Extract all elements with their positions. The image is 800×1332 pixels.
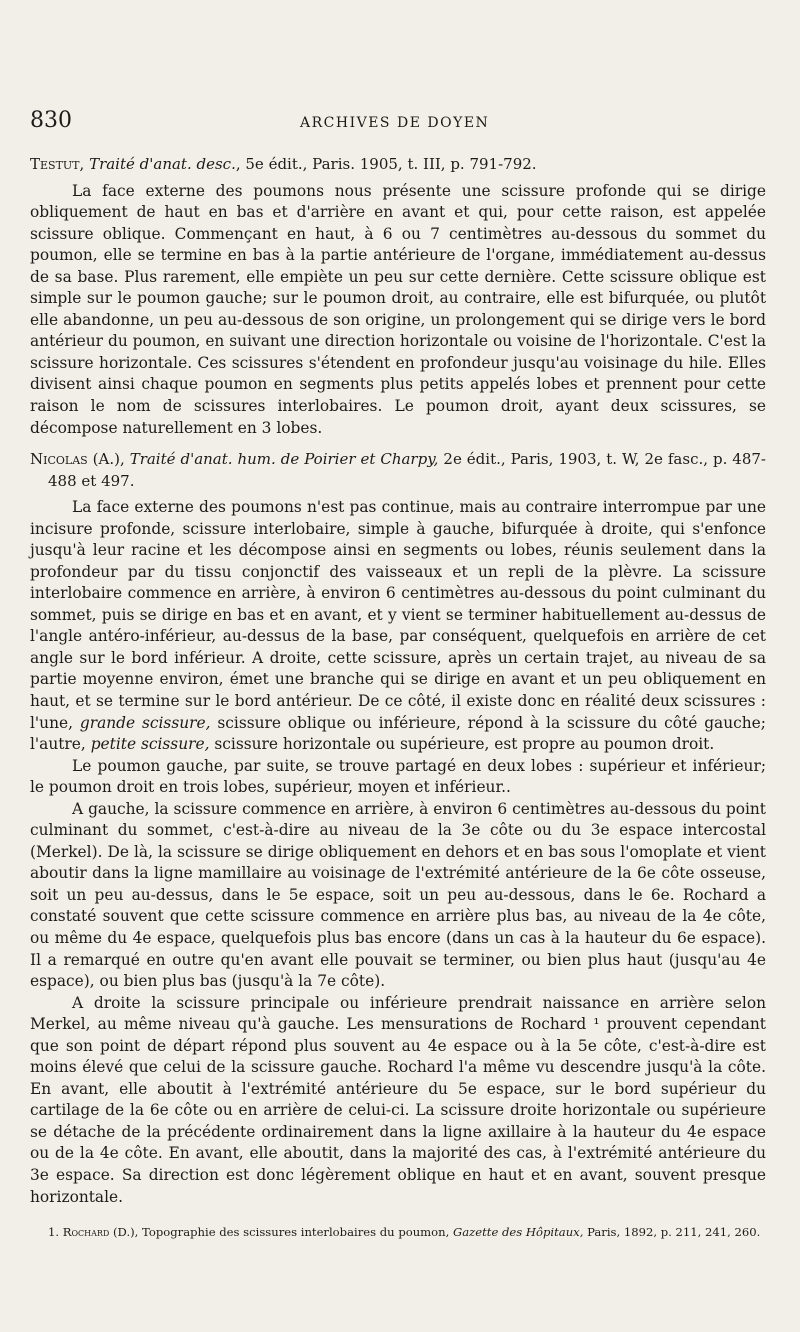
paragraph-testut: La face externe des poumons nous présente une scissure profonde qui se dirige obliquement de haut en bas et d'arrière en avant et qui, pour cette raison, est appelée scissure oblique. Commençant en haut, à 6 ou 7 centimètres au-dessous du sommet du poumon, elle se termine en bas à la partie antérieure de l'organe, immédiatement au-dessus de sa base. Plus rarement, elle empiète un peu sur cette dernière. Cette scissure oblique est simple sur le poumon gauche; sur le poumon droit, au contraire, elle est bifurquée, ou plutôt elle abandonne, un peu au-dessous de son origine, un prolongement qui se dirige vers le bord antérieur du poumon, en suivant une direction horizontale ou voisine de l'horizontale. C'est la scissure horizontale. Ces scissures s'étendent en profondeur jusqu'au voisinage du hile. Elles divisent ainsi chaque poumon en segments plus petits appelés lobes et prennent pour cette raison le nom de scissures interlobaires. Le poumon droit, ayant deux scissures, se décompose naturellement en 3 lobes. [30,181,766,437]
ref-title: Traité d'anat. hum. de Poirier et Charpy, [129,450,439,469]
text-run: scissure horizontale ou supérieure, est propre au poumon droit. [214,735,715,754]
ref-author: Testut [30,155,80,173]
reference-testut: Testut, Traité d'anat. desc., 5e édit., Paris. 1905, t. III, p. 791-792. [30,155,537,173]
paragraph-nicolas-4: A droite la scissure principale ou inférieure prendrait naissance en arrière selon Merkel, au même niveau qu'à gauche. Les mensurations de Rochard ¹ prouvent cependant que son point de départ répond plus souvent au 4e espace ou à la 5e côte, c'est-à-dire est moins élevé que celui de la scissure gauche. Rochard l'a même vu descendre jusqu'à la côte. En avant, elle aboutit à l'extrémité antérieure du 5e espace, sur le bord supérieur du cartilage de la 6e côte ou en arrière de celui-ci. La scissure droite horizontale ou supérieure se détache de la précédente ordinairement dans la ligne axillaire à la hauteur du 4e espace ou de la 4e côte. En avant, elle aboutit, dans la majorité des cas, à l'extrémité antérieure du 3e espace. Sa direction est donc légèrement oblique en haut et en avant, souvent presque horizontale. [30,993,766,1206]
paragraph-nicolas-3: A gauche, la scissure commence en arrière, à environ 6 centimètres au-dessous du point culminant du sommet, c'est-à-dire au niveau de la 3e côte ou du 3e espace intercostal (Merkel). De là, la scissure se dirige obliquement en dehors et en bas sous l'omoplate et vient aboutir dans la ligne mamillaire au voisinage de l'extrémité antérieure de la 6e côte osseuse, soit un peu au-dessus, dans le 5e espace, soit un peu au-dessous, dans le 6e. Rochard a constaté souvent que cette scissure commence en arrière plus bas, au niveau de la 4e côte, ou même du 4e espace, quelquefois plus bas encore (dans un cas à la hauteur du 6e espace). Il a remarqué en outre qu'en avant elle pouvait se terminer, ou bien plus haut (jusqu'au 4e espace), ou bien plus bas (jusqu'à la 7e côte). [30,799,766,991]
italic-term: petite scissure, [90,735,210,754]
footnote-number: 1. [48,1225,60,1240]
reference-nicolas [30,449,766,492]
paragraph-nicolas-1 [30,497,766,756]
running-head: ARCHIVES DE DOYEN [300,115,490,131]
italic-term: grande scissure, [79,713,211,732]
footnote-separator [30,1208,766,1224]
footnote-details: Paris, 1892, p. 211, 241, 260. [587,1225,761,1240]
footnote-journal: Gazette des Hôpitaux, [453,1225,584,1240]
footnote-author: Rochard (D.), [62,1225,139,1240]
page-header [30,108,766,144]
paragraph-nicolas-2: Le poumon gauche, par suite, se trouve partagé en deux lobes : supérieur et inférieur; le poumon droit en trois lobes, supérieur, moyen et inférieur.. [30,756,766,797]
text-run: scissure oblique ou inférieure, répond à la scissure du côté gauche; l'autre, [30,713,766,754]
ref-details: , 5e édit., Paris. 1905, t. III, p. 791-792. [235,155,537,173]
text-run: La face externe des poumons n'est pas continue, mais au contraire interrompue par une incisure profonde, scissure interlobaire, simple à gauche, bifurquée à droite, qui s'enfonce jusqu'à leur racine et les décompose ainsi en segments ou lobes, réunis seulement dans la profondeur par du tissu conjonctif des vaisseaux et un repli de la plèvre. La scissure interlobaire commence en arrière, à environ 6 centimètres au-dessous du point culminant du sommet, puis se dirige en bas et en avant, et y vient se terminer habituellement au-dessus de l'angle antéro-inférieur, au-dessus de la base, par conséquent, quelquefois en arrière de cet angle sur le bord inférieur. A droite, cette scissure, après un certain trajet, au niveau de sa partie moyenne environ, émet une branche qui se dirige en avant et un peu obliquement en haut, et se termine sur le bord antérieur. De ce côté, il existe donc en réalité deux scissures : l'une, [30,498,766,732]
footnote [30,1224,766,1241]
ref-title: Traité d'anat. desc. [89,155,236,173]
ref-details: 2e édit., Paris, 1903, t. W, 2e fasc., p. 487-488 et 497. [48,450,766,490]
ref-author: Nicolas (A.), [30,450,125,469]
page-number: 830 [30,108,72,133]
footnote-text: Topographie des scissures interlobaires du poumon, [142,1225,450,1240]
